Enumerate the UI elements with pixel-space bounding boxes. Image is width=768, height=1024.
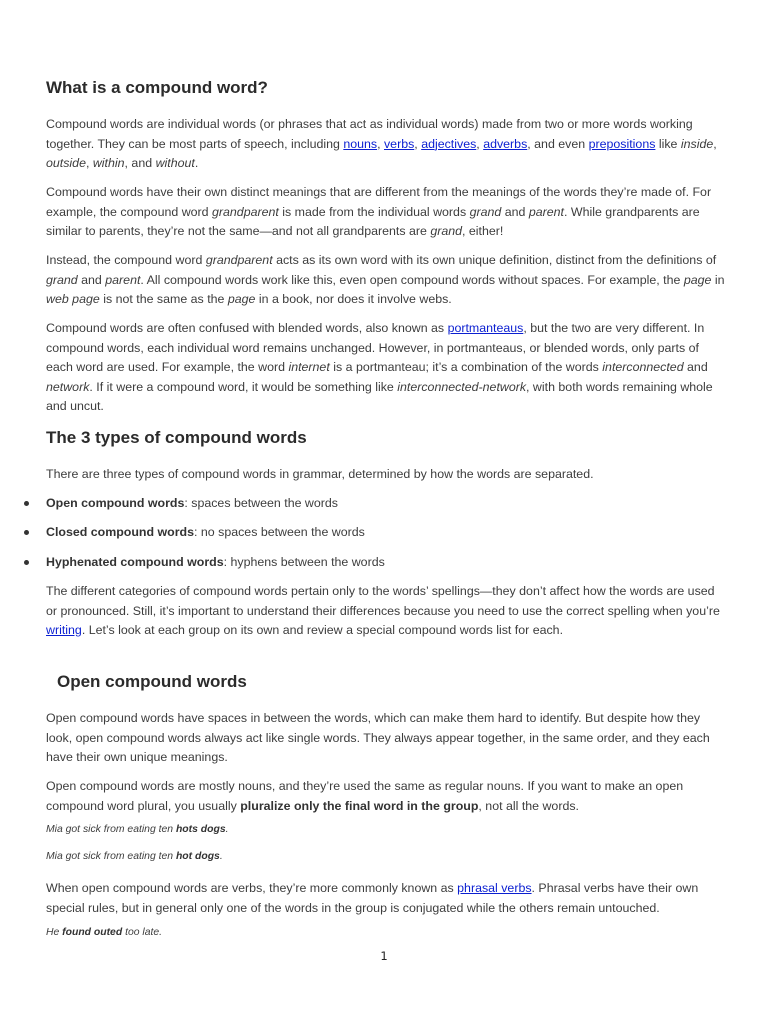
bullet-desc: : spaces between the words: [184, 496, 338, 510]
link-adverbs[interactable]: adverbs: [483, 136, 528, 151]
example-word: outside: [46, 156, 86, 170]
example-word: grand: [469, 204, 502, 219]
link-verbs[interactable]: verbs: [383, 136, 415, 151]
emphasis-text: hots dogs: [175, 824, 226, 835]
text-run: .: [194, 156, 199, 170]
text-run: .: [219, 851, 223, 862]
text-run: is not the same as the: [99, 292, 228, 306]
text-run: and: [77, 272, 106, 287]
text-run: .: [225, 824, 229, 835]
paragraph-definition: [46, 115, 726, 174]
text-run: . Phrasal verbs have their own special rules, but in general only one of the words in the group is conjugated while the others remain untouched.: [46, 881, 699, 915]
text-run: in a book, nor does it involve webs.: [255, 292, 452, 306]
bullet-dot: [24, 501, 29, 506]
text-run: Compound words are individual words (or phrases that act as individual words) made from two or more words working together. They can be most parts of speech, including: [46, 117, 693, 151]
text-run: Compound words have their own distinct meanings that are different from the meanings of the words they’re made of. For example, the compound word: [46, 185, 712, 219]
paragraph-open-plural: [46, 777, 726, 816]
text-run: is made from the individual words: [278, 204, 470, 219]
bullet-desc: : no spaces between the words: [194, 525, 365, 539]
link-prepositions[interactable]: prepositions: [588, 136, 656, 151]
example-word: network: [46, 379, 90, 394]
heading-three-types: The 3 types of compound words: [46, 428, 307, 447]
link-phrasal-verbs[interactable]: phrasal verbs: [457, 881, 532, 895]
example-word: parent: [528, 204, 564, 219]
text-run: like: [655, 136, 681, 151]
bullet-dot: [24, 560, 29, 565]
list-item-hyphenated: [46, 553, 385, 573]
text-run: , and: [124, 156, 156, 170]
text-run: When open compound words are verbs, they’re more commonly known as: [46, 881, 458, 895]
text-run: acts as its own word with its own unique definition, distinct from the definitions of: [272, 253, 717, 267]
example-word: grand: [46, 272, 78, 287]
text-run: . All compound words work like this, even open compound words without spaces. For example, the: [140, 272, 684, 287]
example-word: interconnected-network: [397, 379, 527, 394]
text-run: , either!: [462, 224, 504, 238]
link-writing[interactable]: writing: [46, 623, 82, 637]
text-run: ,: [713, 136, 717, 151]
bullet-dot: [24, 530, 29, 535]
bullet-term: Open compound words: [46, 496, 185, 510]
emphasis-text: hot dogs: [175, 851, 220, 862]
example-word: within: [92, 156, 125, 170]
example-word: without: [155, 156, 195, 170]
paragraph-open-intro: Open compound words have spaces in between the words, which can make them hard to identify. But despite how they look, open compound words always act like single words. They always appear together, in the same order, and they each have their own unique meanings.: [46, 711, 710, 764]
link-adjectives[interactable]: adjectives: [421, 136, 477, 151]
paragraph-categories: [46, 582, 726, 641]
text-run: Instead, the compound word: [46, 253, 206, 267]
emphasis-text: pluralize only the final word in the group: [240, 798, 479, 813]
text-run: Mia got sick from eating ten: [46, 824, 176, 835]
link-nouns[interactable]: nouns: [343, 136, 378, 151]
paragraph-unique-definition: [46, 251, 726, 310]
text-run: . While grandparents are similar to parents, they’re not the same—and not all grandparents are: [46, 204, 700, 238]
bullet-desc: : hyphens between the words: [223, 555, 385, 569]
paragraph-portmanteaus: [46, 319, 726, 417]
paragraph-distinct-meanings: [46, 183, 726, 242]
paragraph-types-intro: There are three types of compound words in grammar, determined by how the words are separated.: [46, 467, 594, 481]
text-run: ,: [414, 136, 422, 151]
text-run: , and even: [527, 136, 589, 151]
text-run: and: [501, 204, 529, 219]
text-run: in: [711, 272, 725, 287]
text-run: Mia got sick from eating ten: [46, 851, 176, 862]
text-run: , but the two are very different. In compound words, each individual word remains unchanged. However, in portmanteaus, or blended words, only parts of each word are used. For example, the word: [46, 321, 705, 374]
example-incorrect-plural: [46, 823, 228, 837]
text-run: ,: [476, 136, 484, 151]
text-run: , with both words remaining whole and uncut.: [46, 379, 713, 413]
text-run: and: [683, 360, 708, 374]
example-phrasal-verb: [46, 926, 162, 940]
list-item-open: [46, 494, 338, 514]
example-correct-plural: [46, 850, 223, 864]
example-word: inside: [680, 136, 714, 151]
text-run: Compound words are often confused with blended words, also known as: [46, 321, 448, 335]
page-number: 1: [380, 949, 388, 963]
text-run: The different categories of compound words pertain only to the words’ spellings—they don’t affect how the words are used or pronounced. Still, it’s important to understand their differences because you need to use the correct spelling when you’re: [46, 584, 720, 618]
text-run: ,: [85, 156, 93, 170]
text-run: . If it were a compound word, it would be something like: [89, 379, 398, 394]
text-run: , not all the words.: [478, 798, 579, 813]
heading-open-compound-words: Open compound words: [57, 672, 247, 691]
example-word: parent: [105, 272, 141, 287]
example-word: interconnected: [602, 360, 684, 374]
text-run: is a portmanteau; it’s a combination of the words: [329, 360, 603, 374]
example-word: internet: [288, 360, 330, 374]
paragraph-phrasal-verbs: [46, 879, 726, 918]
list-item-closed: [46, 523, 365, 543]
text-run: ,: [377, 136, 384, 151]
text-run: Open compound words are mostly nouns, and they’re used the same as regular nouns. If you want to make an open compound word plural, you usually: [46, 779, 684, 813]
example-word: grandparent: [205, 253, 273, 267]
text-run: too late.: [122, 927, 163, 938]
bullet-term: Hyphenated compound words: [46, 555, 224, 569]
example-word: page: [683, 272, 712, 287]
text-run: . Let’s look at each group on its own and review a special compound words list for each.: [81, 623, 564, 637]
example-word: page: [227, 292, 256, 306]
link-portmanteaus[interactable]: portmanteaus: [447, 321, 524, 335]
example-word: grand: [430, 224, 463, 238]
heading-what-is-compound-word: What is a compound word?: [46, 78, 268, 97]
example-word: grandparent: [212, 204, 279, 219]
bullet-term: Closed compound words: [46, 525, 195, 539]
text-run: He: [46, 927, 63, 938]
emphasis-text: found outed: [62, 927, 123, 938]
example-word: web page: [46, 292, 100, 306]
